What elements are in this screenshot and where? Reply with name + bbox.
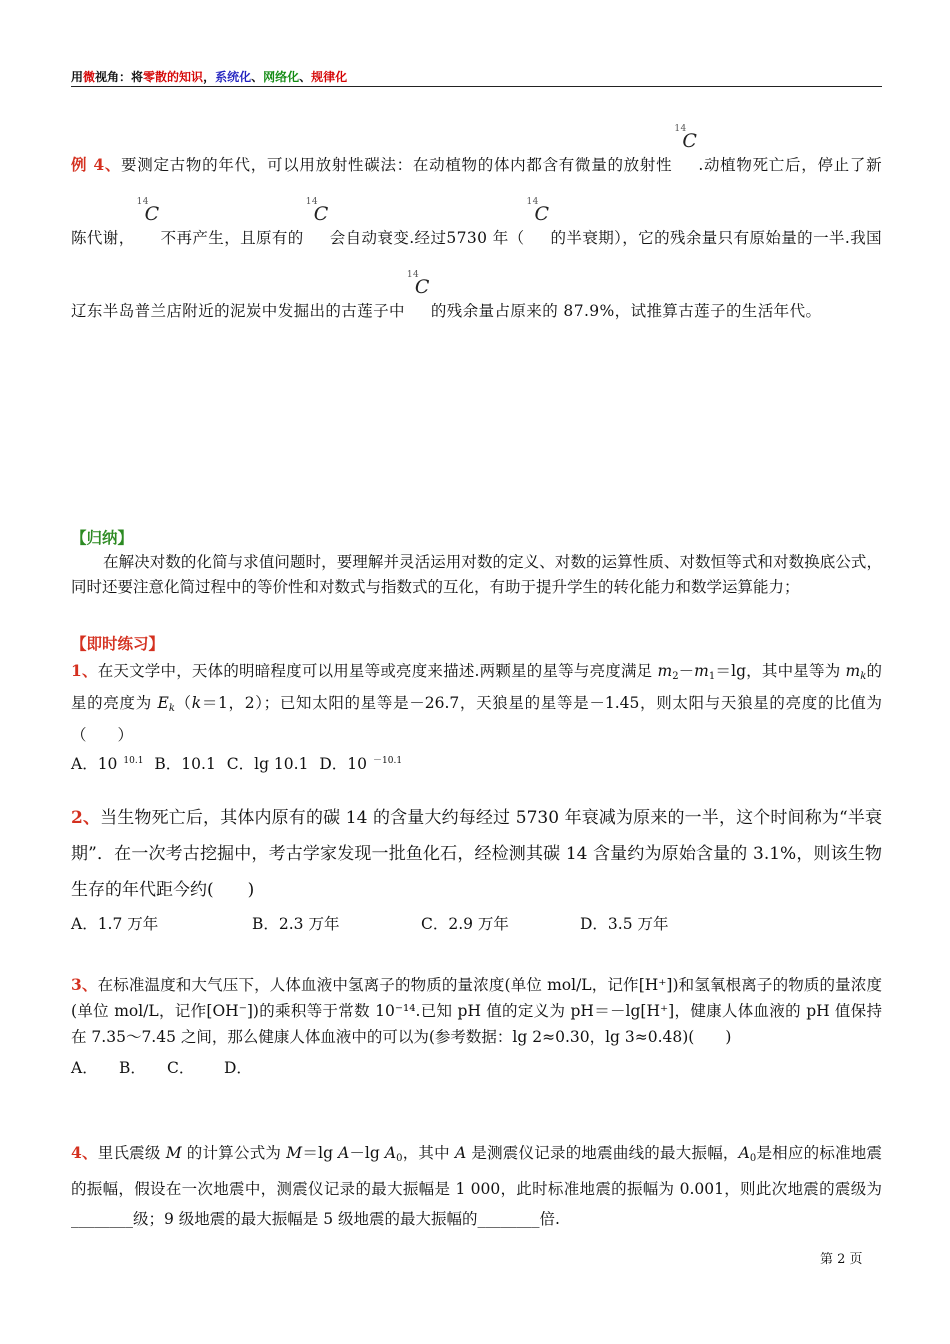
option-a: A． [71, 1059, 98, 1077]
question-1: 1、在天文学中，天体的明暗程度可以用星等或亮度来描述.两颗星的星等与亮度满足 $m_2-m_1=\lg$，其中星等为 $m_k$的星的亮度为 $E_k(k=1$，2）；已知太阳的星等是－26.7，天狼星的星等是－1.45，则太阳与天狼星的亮度的比值为（ ） A．10 $^{10.1}$ B．10.1 C．lg 10.1 D．10 $^{-10.1}$ [71, 658, 882, 777]
question-2: 2、当生物死亡后，其体内原有的碳 14 的含量大约每经过 5730 年衰减为原来的一半，这个时间称为“半衰期”．在一次考古挖掘中，考古学家发现一批鱼化石，经检测其碳 14 含量约为原始含量的 3.1%，则该生物生存的年代距今约( ) [71, 808, 882, 900]
example-label: 例 4、 [71, 155, 122, 174]
option-d: D．3.5 万年 [580, 915, 669, 933]
summary-text: 在解决对数的化简与求值问题时，要理解并灵活运用对数的定义、对数的运算性质、对数恒等式和对数换底公式，同时还要注意化简过程中的等价性和对数式与指数式的互化，有助于提升学生的转化能力和数学运算能力； [71, 553, 882, 596]
question-4: 4、里氏震级 M 的计算公式为 M＝lg A－lg $A_0$，其中 A 是测震仪记录的地震曲线的最大振幅，$A_0$是相应的标准地震的振幅，假设在一次地震中，测震仪记录的最大振幅是 1 000，此时标准地震的振幅为 0.001，则此次地震的震级为________级；9 级地震的最大振幅是 5 级地震的最大振幅的________倍. [71, 1143, 882, 1228]
option-c: C． [167, 1059, 195, 1077]
summary-title: 【归纳】 [71, 528, 134, 547]
option-b: B． [119, 1059, 146, 1077]
carbon-14-symbol: 14 C [526, 197, 550, 225]
page-number: 第 2 页 [820, 1252, 863, 1267]
option-d: D．10 $^{-10.1}$ [319, 755, 403, 773]
option-c: C．2.9 万年 [421, 915, 509, 933]
question-1-options [71, 748, 882, 777]
option-c: C．lg 10.1 [226, 755, 309, 773]
carbon-14-symbol: 14 C [136, 197, 160, 225]
carbon-14-symbol: 14 C [406, 270, 430, 298]
carbon-14-symbol: 14 C [305, 197, 329, 225]
option-a: A．1.7 万年 [71, 915, 159, 933]
header-divider [71, 86, 882, 87]
page-header-slogan: 用微视角：将零散的知识，系统化、网络化、规律化 [71, 70, 348, 84]
carbon-14-symbol: 14 C [674, 124, 698, 152]
option-d: D． [224, 1059, 252, 1077]
option-a: A．10 $^{10.1}$ [71, 755, 144, 773]
practice-title: 【即时练习】 [71, 634, 165, 653]
option-b: B．10.1 [154, 755, 216, 773]
option-b: B．2.3 万年 [252, 915, 340, 933]
question-3: 3、在标准温度和大气压下，人体血液中氢离子的物质的量浓度(单位 mol/L，记作[H⁺])和氢氧根离子的物质的量浓度(单位 mol/L，记作[OH⁻])的乘积等于常数 10⁻¹⁴.已知 pH 值的定义为 pH＝－lg[H⁺]，健康人体血液的 pH 值保持在 7.35～7.45 之间，那么健康人体血液中的可以为(参考数据：lg 2≈0.30，lg 3≈0.48)( ) [71, 975, 882, 1046]
example-4: 例 4、要测定古物的年代，可以用放射性碳法：在动植物的体内都含有微量的放射性 14 C .动植物死亡后，停止了新陈代谢， 14 C 不再产生，且原有的 14 C 会自动衰变.经过5730 年（ 14 C 的半衰期），它的残余量只有原始量的一半.我国辽东半岛普兰店附近的泥炭中发掘出的古莲子中 14 C 的残余量占原来的 87.9%，试推算古莲子的生活年代。 [71, 128, 882, 348]
